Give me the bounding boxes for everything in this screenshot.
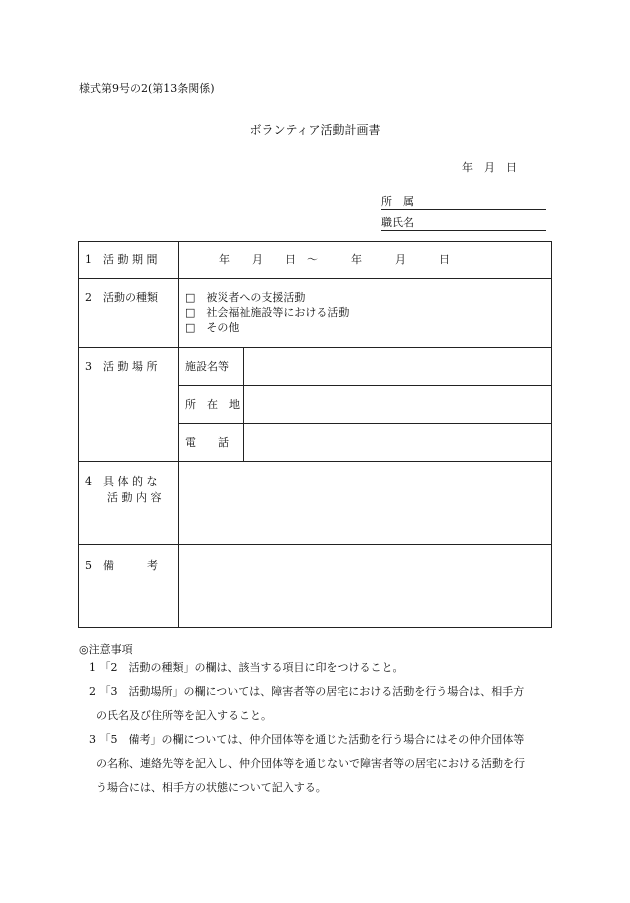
form-number: 様式第9号の2(第13条関係) <box>79 82 215 95</box>
remarks-label: 5 備 考 <box>85 559 158 572</box>
phone-input[interactable] <box>244 424 550 460</box>
period-input[interactable]: 年 月 日 ～ 年 月 日 <box>219 253 450 266</box>
type-label: 2 活動の種類 <box>85 291 158 304</box>
affiliation-label: 所 属 <box>381 195 414 208</box>
note-item: 1 「2 活動の種類」の欄は、該当する項目に印をつけること。 <box>89 661 404 674</box>
content-label-line2: 活 動 内 容 <box>107 491 162 504</box>
facility-input[interactable] <box>244 348 550 384</box>
affiliation-field[interactable] <box>381 193 546 210</box>
name-field[interactable] <box>381 214 546 231</box>
note-item: 2 「3 活動場所」の欄については、障害者等の居宅における活動を行う場合は、相手方 <box>89 685 525 698</box>
content-input[interactable] <box>179 462 550 543</box>
activity-plan-table <box>78 241 552 628</box>
type-option-disaster[interactable]: □ 被災者への支援活動 <box>185 291 306 304</box>
name-label: 職氏名 <box>381 216 414 229</box>
notes-heading: ◎注意事項 <box>79 643 133 656</box>
remarks-input[interactable] <box>179 545 550 626</box>
phone-label: 電 話 <box>185 436 229 449</box>
type-option-welfare[interactable]: □ 社会福祉施設等における活動 <box>185 306 350 319</box>
address-input[interactable] <box>244 386 550 422</box>
note-item: の名称、連絡先等を記入し、仲介団体等を通じないで障害者等の居宅における活動を行 <box>96 757 525 770</box>
note-item: の氏名及び住所等を記入すること。 <box>96 709 272 722</box>
address-label: 所 在 地 <box>185 398 240 411</box>
period-label: 1 活 動 期 間 <box>85 253 158 266</box>
note-item: 3 「5 備考」の欄については、仲介団体等を通じた活動を行う場合にはその仲介団体等 <box>89 733 525 746</box>
place-label: 3 活 動 場 所 <box>85 360 158 373</box>
type-option-other[interactable]: □ その他 <box>185 321 240 334</box>
page-title: ボランティア活動計画書 <box>249 123 381 137</box>
date-line: 年 月 日 <box>462 161 517 174</box>
row-divider <box>79 278 551 279</box>
content-label-line1: 4 具 体 的 な <box>85 475 158 488</box>
facility-label: 施設名等 <box>185 360 229 373</box>
note-item: う場合には、相手方の状態について記入する。 <box>96 781 327 794</box>
